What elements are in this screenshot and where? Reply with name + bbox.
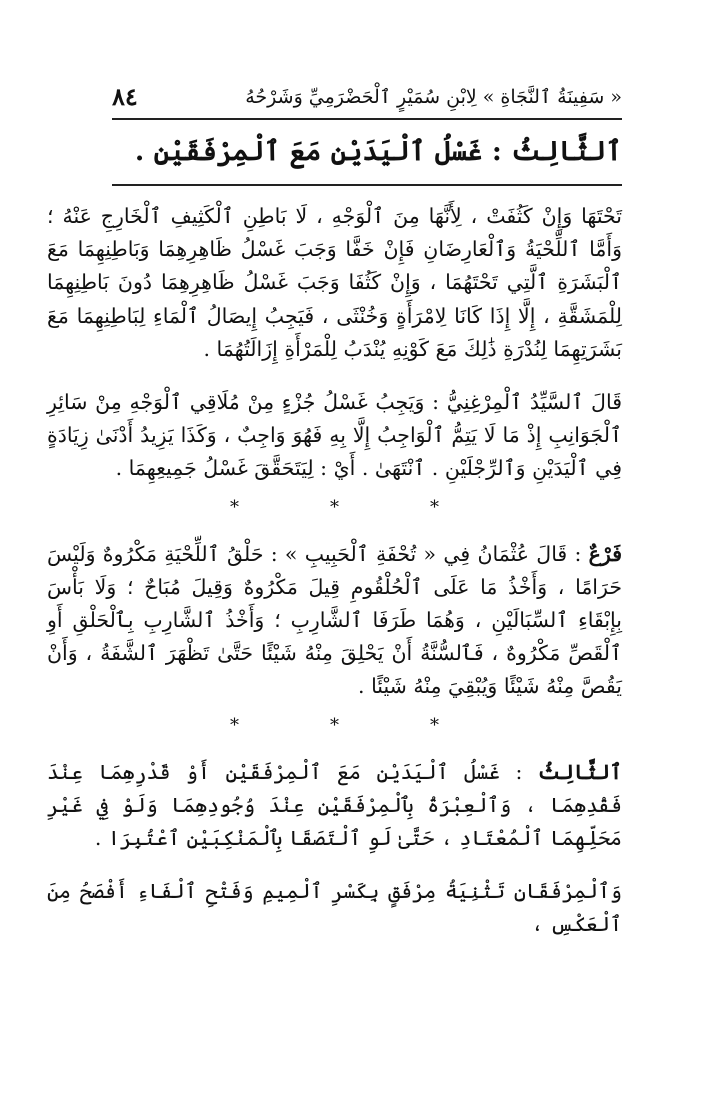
commentary	[47, 200, 622, 962]
paragraph-text: : قَالَ عُثْمَانُ فِي « تُحْفَةِ ٱلْحَبِيبِ » : حَلْقُ ٱللِّحْيَةِ مَكْرُوهٌ وَلَيْسَ حَرَامًا ، وَأَخْذُ مَا عَلَى ٱلْحُلْقُومِ قِيلَ مَكْرُوهٌ وَقِيلَ مُبَاحٌ ؛ وَلَا بَأْسَ بِإِبْقَاءِ ٱلسِّبَالَيْنِ ، وَهُمَا طَرَفَا ٱلشَّارِبِ ؛ وَأَخْذُ ٱلشَّارِبِ بِٱلْحَلْقِ أَوِ ٱلْقَصِّ مَكْرُوهٌ ، فَٱلسُّنَّةُ أَنْ يَحْلِقَ مِنْهُ شَيْئًا حَتَّىٰ تَظْهَرَ ٱلشَّفَةُ ، وَأَنْ يَقُصَّ مِنْهُ شَيْئًا وَيُبْقِيَ مِنْهُ شَيْئًا .	[47, 541, 622, 699]
book-title: « سَفِينَةُ ٱلنَّجَاةِ » لِابْنِ سُمَيْرٍ ٱلْحَضْرَمِيِّ وَشَرْحُهُ	[245, 86, 622, 108]
page-number: ٨٤	[112, 82, 138, 111]
commentary-paragraph-5: وَٱلْمِرْفَقَانِ تَثْنِيَةُ مِرْفَقٍ بِكَسْرِ ٱلْمِيمِ وَفَتْحِ ٱلْفَاءِ أَفْصَحُ مِنَ ٱلْعَكْسِ ،	[47, 879, 622, 937]
running-head	[112, 70, 622, 110]
star-ornament: *	[230, 714, 239, 736]
main-text-line: ٱلثَّالِثُ : غَسْلُ ٱلْيَدَيْنِ مَعَ ٱلْمِرْفَقَيْنِ .	[134, 136, 622, 167]
commentary-paragraph-4	[47, 756, 622, 856]
commentary-paragraph-1: تَحْتَهَا وَإِنْ كَثُفَتْ ، لِأَنَّهَا مِنَ ٱلْوَجْهِ ، لَا بَاطِنِ ٱلْكَثِيفِ ٱلْخَارِجِ عَنْهُ ؛ وَأَمَّا ٱللِّحْيَةُ وَٱلْعَارِضَانِ فَإِنْ خَفَّا وَجَبَ غَسْلُ ظَاهِرِهِمَا وَبَاطِنِهِمَا مَعَ ٱلْبَشَرَةِ ٱلَّتِي تَحْتَهُمَا ، وَإِنْ كَثُفَا وَجَبَ غَسْلُ ظَاهِرِهِمَا دُونَ بَاطِنِهِمَا لِلْمَشَقَّةِ ، إِلَّا إِذَا كَانَا لِامْرَأَةٍ وَخُنْثَى ، فَيَجِبُ إِيصَالُ ٱلْمَاءِ لِبَاطِنِهِمَا مَعَ بَشَرَتِهِمَا لِنُدْرَةِ ذَٰلِكَ مَعَ كَوْنِهِ يُنْدَبُ لِلْمَرْأَةِ إِزَالَتُهُمَا .	[47, 204, 622, 361]
star-ornament: *	[230, 496, 239, 518]
section-separator	[47, 716, 622, 736]
paragraph-lead-word: فَرْعٌ	[588, 541, 622, 566]
star-ornament: *	[430, 496, 439, 518]
star-ornament: *	[330, 714, 339, 736]
paragraph-lead-word: ٱلثَّالِثُ	[537, 759, 622, 784]
bottom-rule	[112, 184, 622, 186]
star-ornament: *	[430, 714, 439, 736]
star-ornament: *	[330, 496, 339, 518]
top-rule	[112, 118, 622, 120]
section-separator	[47, 498, 622, 518]
paragraph-text: : غَسْلُ ٱلْيَدَيْنِ مَعَ ٱلْمِرْفَقَيْنِ أَوْ قَدْرِهِمَا عِنْدَ فَقْدِهِمَا ، وَٱلْعِبْرَةُ بِٱلْمِرْفَقَيْنِ عِنْدَ وُجُودِهِمَا وَلَوْ فِي غَيْرِ مَحَلِّهِمَا ٱلْمُعْتَادِ ، حَتَّىٰ لَوِ ٱلْتَصَقَا بِٱلْمَنْكِبَيْنِ ٱعْتُبِرَا .	[47, 759, 622, 851]
commentary-paragraph-2: قَالَ ٱلسَّيِّدُ ٱلْمِرْغِنِيُّ : وَيَجِبُ غَسْلُ جُزْءٍ مِنْ مُلَاقِي ٱلْوَجْهِ مِنْ سَائِرِ ٱلْجَوَانِبِ إِذْ مَا لَا يَتِمُّ ٱلْوَاجِبُ إِلَّا بِهِ فَهُوَ وَاجِبٌ ، وَكَذَا يَزِيدُ أَدْنَىٰ زِيَادَةٍ فِي ٱلْيَدَيْنِ وَٱلرِّجْلَيْنِ . ٱنْتَهَىٰ . أَيْ : لِيَتَحَقَّقَ غَسْلُ جَمِيعِهِمَا .	[47, 390, 622, 481]
commentary-paragraph-3	[47, 538, 622, 704]
